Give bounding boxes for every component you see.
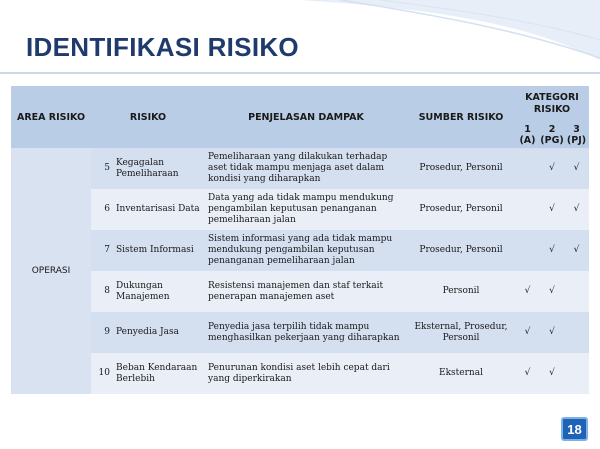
risk-source: Personil: [407, 271, 515, 312]
header-area-risiko: AREA RISIKO: [11, 86, 91, 148]
risk-number: 8: [91, 271, 113, 312]
category-3-check: √: [564, 189, 589, 230]
header-penjelasan-dampak: PENJELASAN DAMPAK: [205, 86, 407, 148]
category-2-check: √: [540, 271, 564, 312]
table-row: [11, 271, 589, 312]
category-2-check: √: [540, 230, 564, 271]
risk-name: Dukungan Manajemen: [113, 271, 205, 312]
category-1-check: [515, 148, 540, 189]
risk-source: Eksternal: [407, 353, 515, 394]
category-3-check: [564, 353, 589, 394]
risk-source: Eksternal, Prosedur, Personil: [407, 312, 515, 353]
category-1-check: [515, 230, 540, 271]
category-3-check: [564, 271, 589, 312]
category-2-check: √: [540, 353, 564, 394]
category-3-check: [564, 312, 589, 353]
title-underline: [0, 72, 600, 74]
table-row: [11, 312, 589, 353]
risk-number: 10: [91, 353, 113, 394]
slide-title: IDENTIFIKASI RISIKO: [26, 32, 299, 62]
category-2-check: √: [540, 148, 564, 189]
header-kategori-risiko: KATEGORI RISIKO: [515, 86, 589, 122]
risk-table: [11, 86, 589, 394]
risk-number: 5: [91, 148, 113, 189]
risk-impact: Penurunan kondisi aset lebih cepat dari yang diperkirakan: [205, 353, 407, 394]
risk-impact: Pemeliharaan yang dilakukan terhadap aset tidak mampu menjaga aset dalam kondisi yang diharapkan: [205, 148, 407, 189]
risk-number: 6: [91, 189, 113, 230]
category-1-check: √: [515, 353, 540, 394]
risk-number: 7: [91, 230, 113, 271]
category-2-check: √: [540, 189, 564, 230]
risk-name: Inventarisasi Data: [113, 189, 205, 230]
table-row: [11, 189, 589, 230]
header-risiko: RISIKO: [91, 86, 205, 148]
risk-impact: Sistem informasi yang ada tidak mampu mendukung pengambilan keputusan penanganan pemeliharaan jalan: [205, 230, 407, 271]
page-number-badge: 18: [561, 417, 588, 441]
risk-impact: Resistensi manajemen dan staf terkait penerapan manajemen aset: [205, 271, 407, 312]
table-row: [11, 230, 589, 271]
risk-impact: Data yang ada tidak mampu mendukung pengambilan keputusan penanganan pemeliharaan jalan: [205, 189, 407, 230]
header-sumber-risiko: SUMBER RISIKO: [407, 86, 515, 148]
table-row: [11, 353, 589, 394]
risk-number: 9: [91, 312, 113, 353]
category-3-check: √: [564, 230, 589, 271]
risk-source: Prosedur, Personil: [407, 189, 515, 230]
category-1-check: √: [515, 312, 540, 353]
header-kategori-2: 2 (PG): [540, 124, 564, 146]
category-2-check: √: [540, 312, 564, 353]
risk-source: Prosedur, Personil: [407, 148, 515, 189]
category-1-check: √: [515, 271, 540, 312]
risk-source: Prosedur, Personil: [407, 230, 515, 271]
risk-name: Penyedia Jasa: [113, 312, 205, 353]
table-row: [11, 148, 589, 189]
risk-name: Kegagalan Pemeliharaan: [113, 148, 205, 189]
risk-name: Sistem Informasi: [113, 230, 205, 271]
area-cell: OPERASI: [11, 148, 91, 394]
risk-name: Beban Kendaraan Berlebih: [113, 353, 205, 394]
category-3-check: √: [564, 148, 589, 189]
header-kategori-3: 3 (PJ): [564, 122, 589, 148]
category-1-check: [515, 189, 540, 230]
risk-impact: Penyedia jasa terpilih tidak mampu menghasilkan pekerjaan yang diharapkan: [205, 312, 407, 353]
header-kategori-1: 1 (A): [515, 122, 540, 148]
header-row: [11, 86, 589, 122]
